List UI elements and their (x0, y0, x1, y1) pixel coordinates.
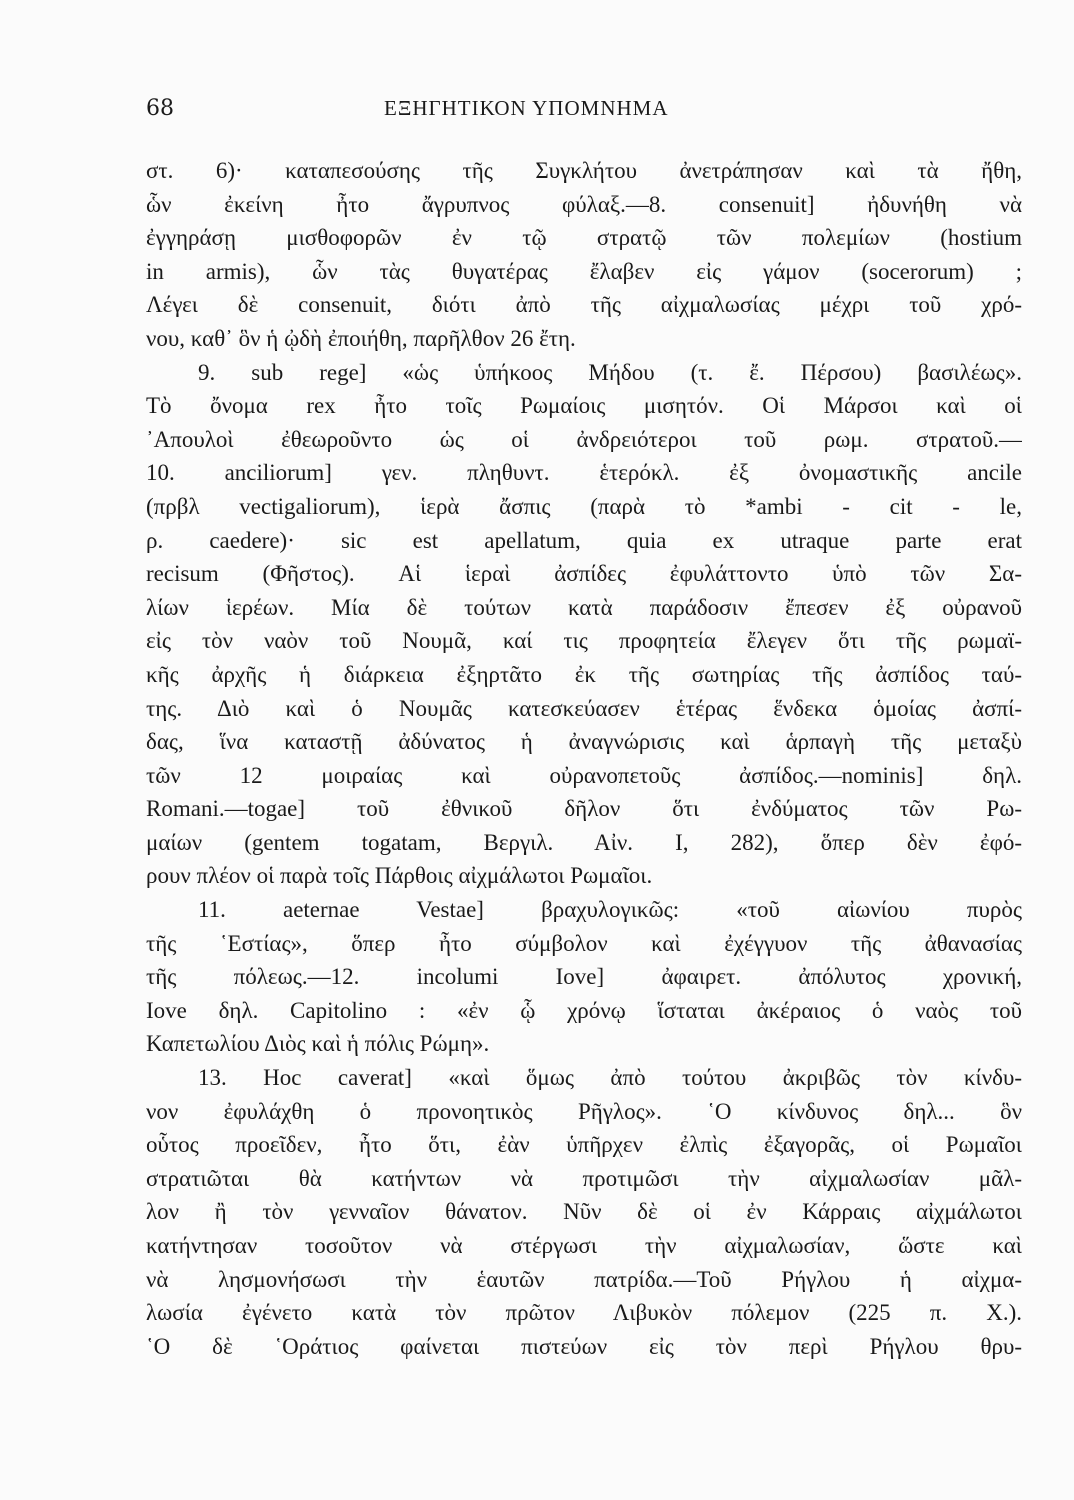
running-title: ΕΞΗΓΗΤΙΚΟΝ ΥΠΟΜΝΗΜΑ (384, 96, 669, 120)
text-line: 10. anciliorum] γεν. πληθυντ. ἑτερόκλ. ἐξ ὀνομαστικῆς ancile (146, 460, 1022, 486)
text-line: τῆς πόλεως.—12. incolumi Iove] ἀφαιρετ. ἀπόλυτος χρονική, (146, 964, 1022, 990)
text-line: κῆς ἀρχῆς ἡ διάρκεια ἐξηρτᾶτο ἐκ τῆς σωτηρίας τῆς ἀσπίδος ταύ- (146, 661, 1022, 687)
text-line: οὗτος προεῖδεν, ἦτο ὅτι, ἐὰν ὑπῆρχεν ἐλπὶς ἐξαγορᾶς, οἱ Ρωμαῖοι (146, 1132, 1022, 1158)
text-line: Τὸ ὄνομα rex ἦτο τοῖς Ρωμαίοις μισητόν. Οἱ Μάρσοι καὶ οἱ (146, 393, 1022, 419)
text-line: ὧν ἐκείνη ἦτο ἄγρυπνος φύλαξ.—8. consenuit] ἠδυνήθη νὰ (146, 191, 1022, 217)
text-line: ρ. caedere)· sic est apellatum, quia ex utraque parte erat (146, 527, 1022, 553)
text-line: Iove δηλ. Capitolino : «ἐν ᾧ χρόνῳ ἵσταται ἀκέραιος ὁ ναὸς τοῦ (146, 997, 1022, 1023)
text-line: τῶν 12 μοιραίας καὶ οὐρανοπετοῦς ἀσπίδος.—nominis] δηλ. (146, 762, 1022, 788)
text-line: κατήντησαν τοσοῦτον νὰ στέργωσι τὴν αἰχμαλωσίαν, ὥστε καὶ (146, 1233, 1022, 1258)
text-line: μαίων (gentem togatam, Βεργιλ. Αἰν. I, 282), ὅπερ δὲν ἐφό- (146, 829, 1022, 855)
text-line: (πρβλ vectigaliorum), ἱερὰ ἄσπις (παρὰ τὸ *ambi - cit - le, (146, 493, 1022, 519)
text-line: ἐγγηράσῃ μισθοφορῶν ἐν τῷ στρατῷ τῶν πολεμίων (hostium (146, 225, 1022, 251)
text-line: τῆς ῾Εστίας», ὅπερ ἦτο σύμβολον καὶ ἐχέγγυον τῆς ἀθανασίας (146, 930, 1022, 956)
text-line: in armis), ὧν τὰς θυγατέρας ἔλαβεν εἰς γάμον (socerorum) ; (146, 258, 1022, 284)
text-line: recisum (Φῆστος). Αἱ ἱεραὶ ἀσπίδες ἐφυλάττοντο ὑπὸ τῶν Σα- (146, 561, 1022, 587)
page-number: 68 (146, 96, 174, 121)
text-line: Romani.—togae] τοῦ ἐθνικοῦ δῆλον ὅτι ἐνδύματος τῶν Ρω- (146, 796, 1022, 822)
text-line: στ. 6)· καταπεσούσης τῆς Συγκλήτου ἀνετράπησαν καὶ τὰ ἤθη, (146, 158, 1022, 183)
text-line: στρατιῶται θὰ κατήντων νὰ προτιμῶσι τὴν αἰχμαλωσίαν μᾶλ- (146, 1165, 1022, 1191)
text-line: 9. sub rege] «ὡς ὑπήκοος Μήδου (τ. ἔ. Πέρσου) βασιλέως». (198, 359, 1022, 385)
text-line: ᾿Απουλοὶ ἐθεωροῦντο ὡς οἱ ἀνδρειότεροι τοῦ ρωμ. στρατοῦ.— (146, 426, 1022, 452)
text-line: Λέγει δὲ consenuit, διότι ἀπὸ τῆς αἰχμαλωσίας μέχρι τοῦ χρό- (146, 292, 1022, 318)
text-line: της. Διὸ καὶ ὁ Νουμᾶς κατεσκεύασεν ἑτέρας ἕνδεκα ὁμοίας ἀσπί- (146, 695, 1022, 721)
text-line: νὰ λησμονήσωσι τὴν ἑαυτῶν πατρίδα.—Τοῦ Ρήγλου ἡ αἰχμα- (146, 1266, 1022, 1292)
text-line: ρουν πλέον οἱ παρὰ τοῖς Πάρθοις αἰχμάλωτοι Ρωμαῖοι. (146, 863, 653, 889)
text-line: 13. Hoc caverat] «καὶ ὅμως ἀπὸ τούτου ἀκριβῶς τὸν κίνδυ- (198, 1065, 1022, 1091)
text-line: νου, καθ᾿ ὃν ἡ ᾠδὴ ἐποιήθη, παρῆλθον 26 ἔτη. (146, 325, 576, 351)
text-line: λον ἢ τὸν γενναῖον θάνατον. Νῦν δὲ οἱ ἐν Κάρραις αἰχμάλωτοι (146, 1199, 1022, 1225)
text-line: λίων ἱερέων. Μία δὲ τούτων κατὰ παράδοσιν ἔπεσεν ἐξ οὐρανοῦ (146, 594, 1022, 620)
text-line: δας, ἵνα καταστῇ ἀδύνατος ἡ ἀναγνώρισις καὶ ἁρπαγὴ τῆς μεταξὺ (146, 729, 1022, 755)
text-line: εἰς τὸν ναὸν τοῦ Νουμᾶ, καί τις προφητεία ἔλεγεν ὅτι τῆς ρωμαϊ- (146, 628, 1022, 654)
commentary-text (146, 154, 1022, 1363)
text-line: νον ἐφυλάχθη ὁ προνοητικὸς Ρῆγλος». ῾Ο κίνδυνος δηλ... ὃν (146, 1098, 1022, 1124)
text-line: 11. aeternae Vestae] βραχυλογικῶς: «τοῦ αἰωνίου πυρὸς (198, 897, 1022, 923)
text-line: λωσία ἐγένετο κατὰ τὸν πρῶτον Λιβυκὸν πόλεμον (225 π. Χ.). (146, 1300, 1022, 1326)
text-line: Καπετωλίου Διὸς καὶ ἡ πόλις Ρώμη». (146, 1031, 490, 1057)
page-header (146, 96, 1026, 136)
text-line: ῾Ο δὲ ῾Οράτιος φαίνεται πιστεύων εἰς τὸν περὶ Ρήγλου θρυ- (146, 1333, 1022, 1359)
